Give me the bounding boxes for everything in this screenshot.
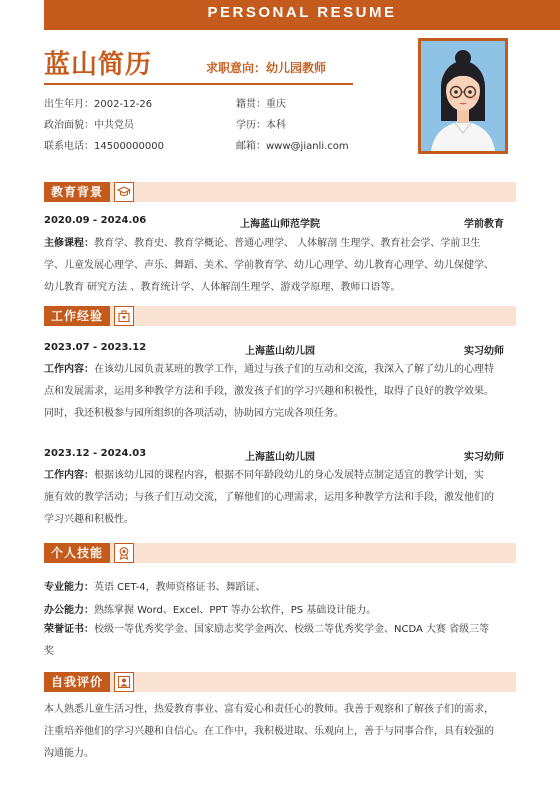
top-banner	[44, 0, 560, 30]
graduation-cap-icon	[114, 182, 134, 202]
self-evaluation-line-2: 注重培养他们的学习兴趣和自信心。在工作中，我积极进取、乐观向上，善于与同事合作，具有较强的	[44, 726, 494, 737]
profile-photo-frame	[418, 38, 508, 154]
skill-office-label: 办公能力：	[44, 605, 94, 616]
section-title-skills: 个人技能	[44, 543, 110, 563]
work-2-line-3: 学习兴趣和积极性。	[44, 514, 134, 525]
skill-office-text: 熟练掌握 Word、Excel、PPT 等办公软件，PS 基础设计能力。	[94, 605, 377, 616]
work-2-label: 工作内容：	[44, 470, 94, 481]
courses-line-2: 学、儿童发展心理学、声乐、舞蹈、美术、学前教育学、幼儿心理学、幼儿教育心理学、幼儿保健学、	[44, 260, 494, 271]
education-school: 上海蓝山师范学院	[240, 219, 320, 230]
work-2-role: 实习幼师	[464, 452, 504, 463]
user-icon	[114, 672, 134, 692]
education-major: 学前教育	[464, 219, 504, 230]
skill-certificates-line-1: 校级一等优秀奖学金、国家励志奖学金两次、校级二等优秀奖学金、NCDA 大赛 省级三等	[94, 624, 490, 635]
skill-certificates-label: 荣誉证书：	[44, 624, 94, 635]
work-1-label: 工作内容：	[44, 364, 94, 375]
candidate-name: 蓝山简历	[44, 50, 153, 80]
skill-professional	[44, 578, 266, 593]
section-title-education: 教育背景	[44, 182, 110, 202]
section-header-self	[44, 672, 516, 692]
profile-photo	[421, 41, 505, 151]
email: 邮箱：www@jianli.com	[236, 141, 349, 152]
work-1-date: 2023.07 - 2023.12	[44, 342, 147, 353]
work-entry-2-header	[44, 448, 516, 462]
section-title-self: 自我评价	[44, 672, 110, 692]
courses-line-3: 幼儿教育 研究方法 、教育统计学、人体解剖生理学、游戏学原理、教师口语等。	[44, 282, 401, 293]
political-status: 政治面貌：中共党员	[44, 120, 134, 131]
work-2-org: 上海蓝山幼儿园	[245, 452, 315, 463]
portrait-illustration	[421, 41, 505, 151]
work-1-line-3: 同时，我还积极参与园所组织的各项活动，协助园方完成各项任务。	[44, 408, 344, 419]
job-objective: 求职意向：幼儿园教师	[206, 61, 327, 75]
work-entry-1-header	[44, 342, 516, 356]
skill-certificates-line-2: 奖	[44, 646, 54, 657]
work-1-org: 上海蓝山幼儿园	[245, 346, 315, 357]
phone: 联系电话：14500000000	[44, 141, 164, 152]
work-1-line-2: 点和发展需求，运用多种教学方法和手段，激发孩子们的学习兴趣和积极性，取得了良好的教学效果。	[44, 386, 494, 397]
award-medal-icon	[114, 543, 134, 563]
skill-certificates	[44, 619, 512, 663]
self-evaluation	[44, 699, 512, 765]
section-header-work	[44, 306, 516, 326]
skill-professional-text: 英语 CET-4，教师资格证书、舞蹈证、	[94, 582, 266, 593]
courses-line-1: 教育学、教育史、教育学概论、普通心理学、 人体解剖 生理学、教育社会学、学前卫生	[94, 238, 481, 249]
work-2-line-2: 施有效的教学活动；与孩子们互动交流，了解他们的心理需求，运用多种教学方法和手段，激发他们的	[44, 492, 494, 503]
education-courses	[44, 233, 512, 299]
briefcase-icon	[114, 306, 134, 326]
degree: 学历：本科	[236, 120, 286, 131]
skill-professional-label: 专业能力：	[44, 582, 94, 593]
section-title-work: 工作经验	[44, 306, 110, 326]
work-1-content	[44, 359, 512, 425]
work-1-role: 实习幼师	[464, 346, 504, 357]
self-evaluation-line-1: 本人熟悉儿童生活习性，热爱教育事业、富有爱心和责任心的教师。我善于观察和了解孩子们的需求，	[44, 704, 494, 715]
birth-date: 出生年月：2002-12-26	[44, 99, 153, 110]
banner-title: PERSONAL RESUME	[207, 4, 397, 21]
work-2-date: 2023.12 - 2024.03	[44, 448, 147, 459]
self-evaluation-line-3: 沟通能力。	[44, 748, 94, 759]
name-divider	[44, 83, 353, 85]
native-place: 籍贯：重庆	[236, 99, 286, 110]
work-2-line-1: 根据该幼儿园的课程内容，根据不同年龄段幼儿的身心发展特点制定适宜的教学计划，实	[94, 470, 484, 481]
work-2-content	[44, 465, 512, 531]
courses-label: 主修课程：	[44, 238, 94, 249]
work-1-line-1: 在该幼儿园负责某班的教学工作，通过与孩子们的互动和交流，我深入了解了幼儿的心理特	[94, 364, 494, 375]
section-header-education	[44, 182, 516, 202]
education-entry-header	[44, 215, 516, 229]
education-date: 2020.09 - 2024.06	[44, 215, 147, 226]
section-header-skills	[44, 543, 516, 563]
skill-office	[44, 601, 376, 616]
